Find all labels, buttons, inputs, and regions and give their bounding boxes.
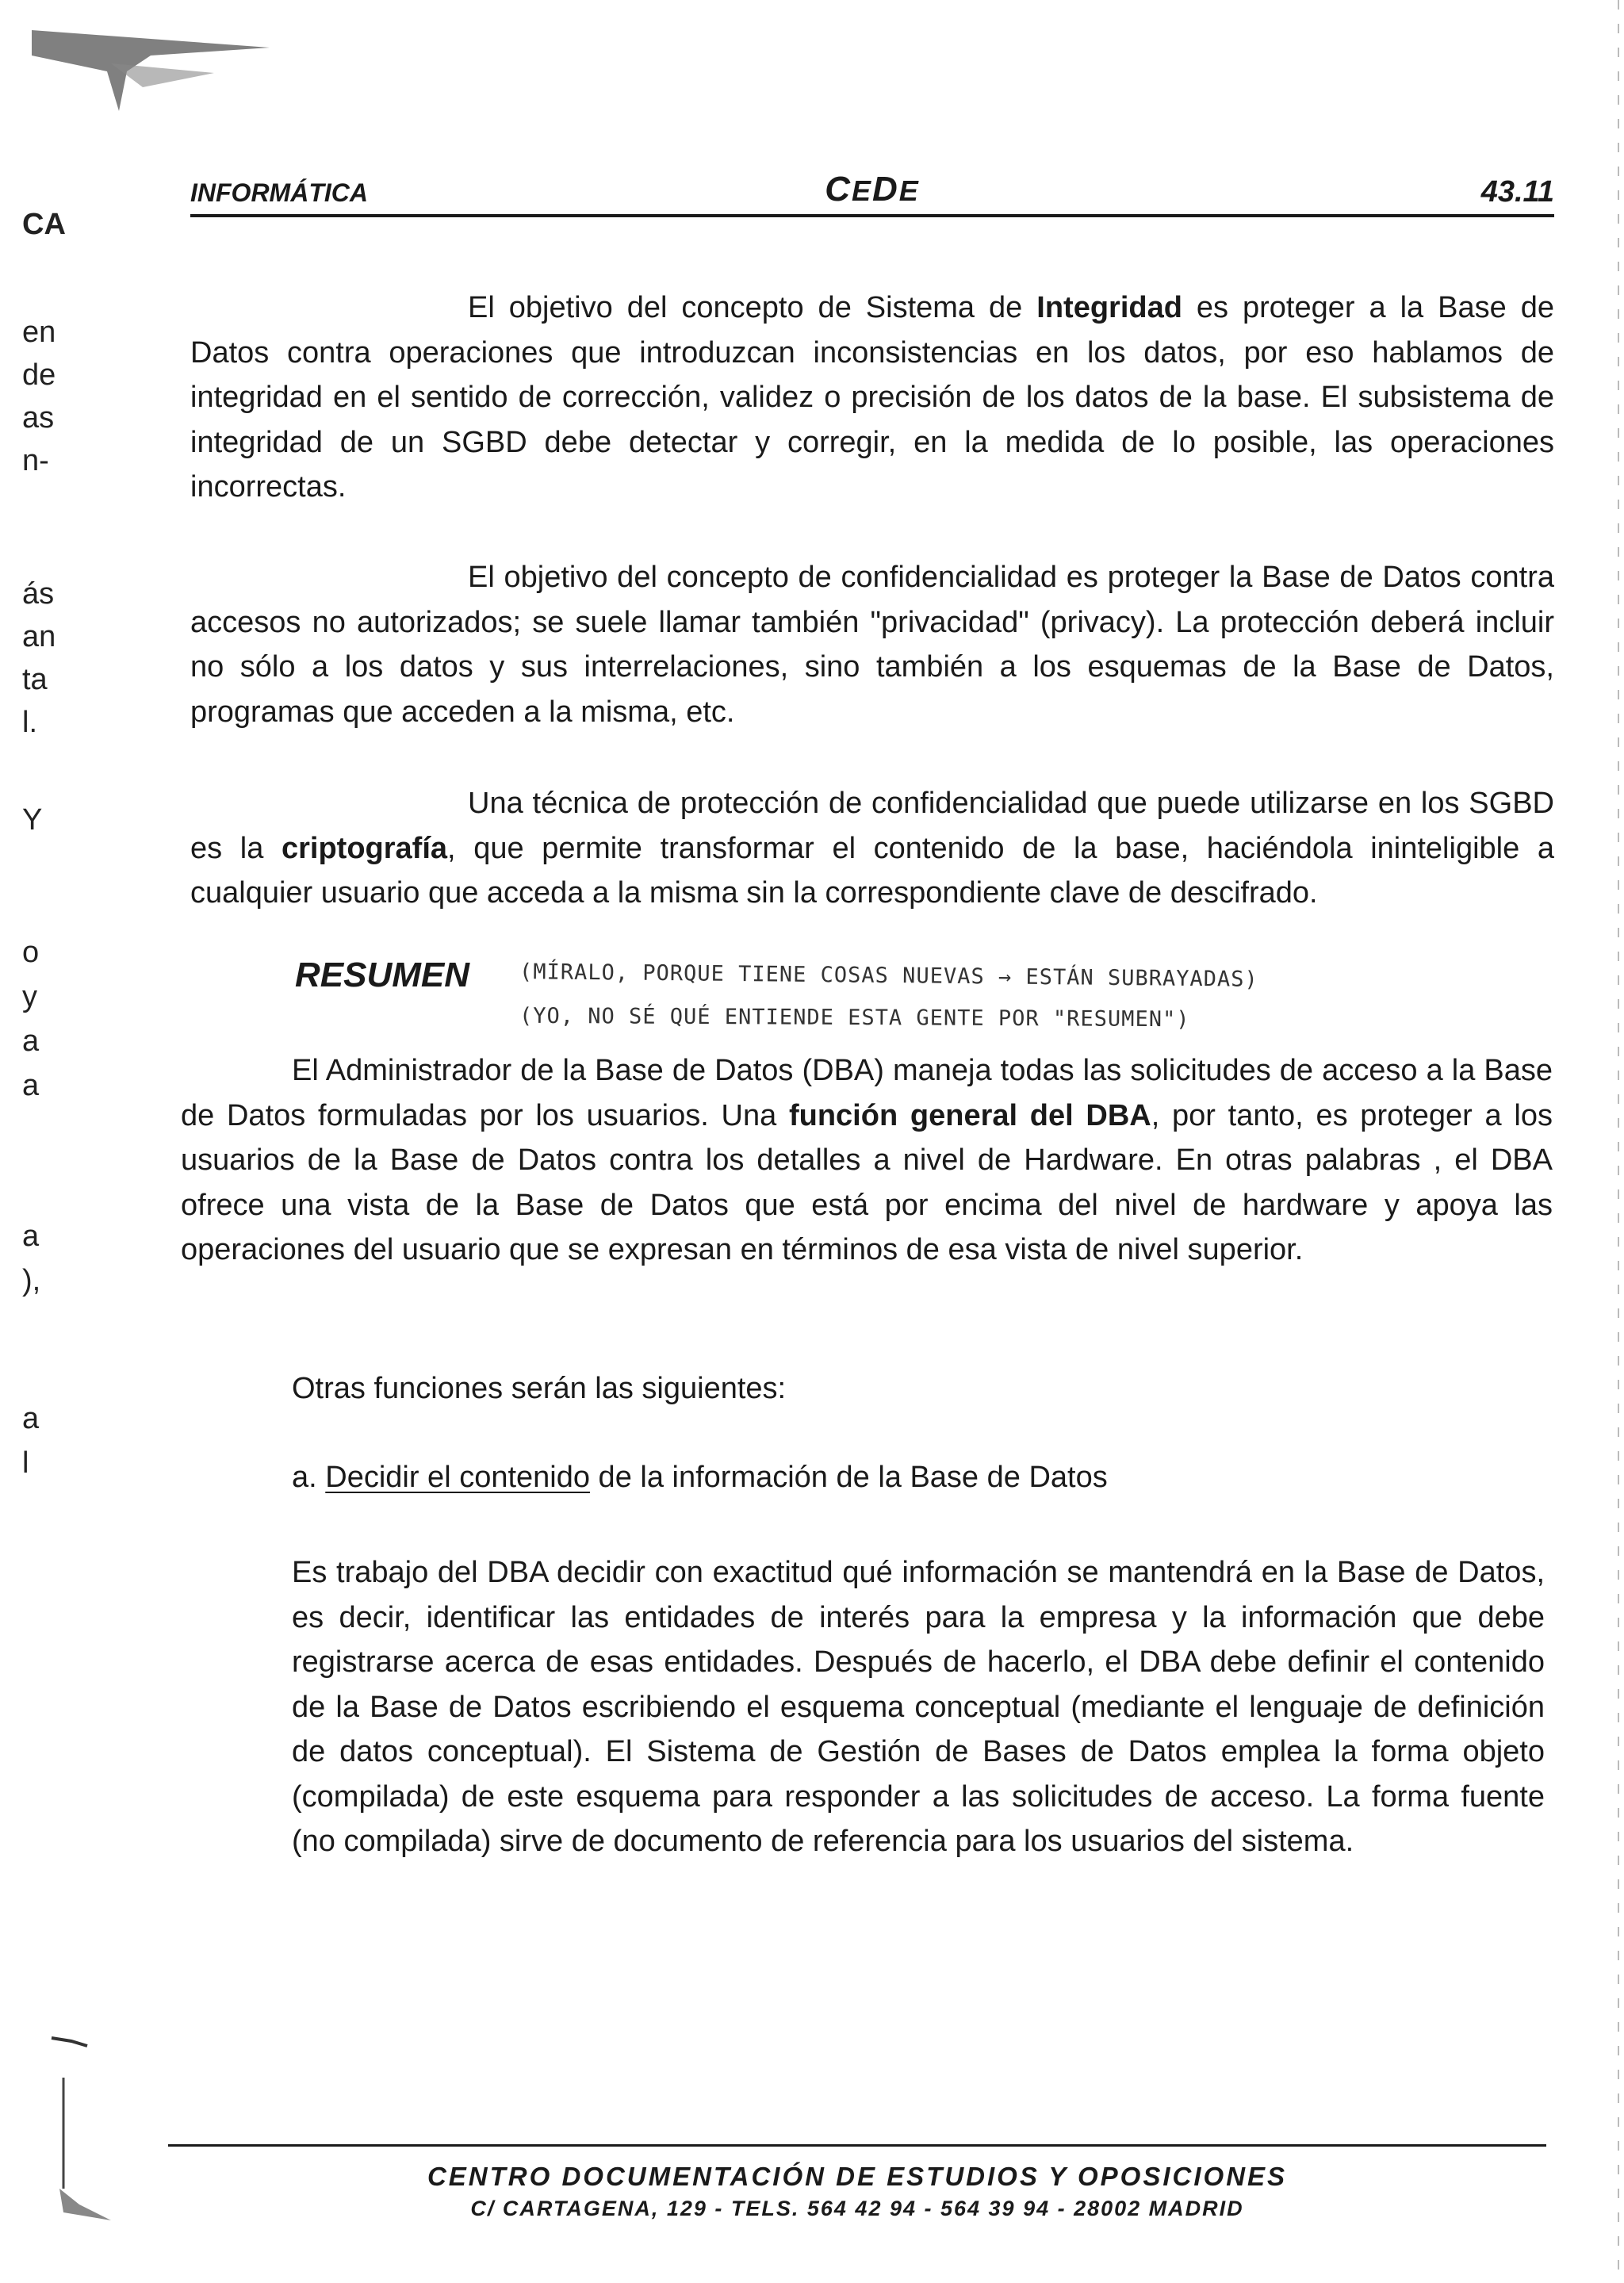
margin-fragment: y (22, 980, 37, 1013)
list-marker: a. (292, 1461, 326, 1494)
text-run: El objetivo del concepto de Sistema de (468, 291, 1037, 324)
margin-fragment: ás (22, 577, 55, 611)
logo-letter: D (872, 170, 899, 209)
footer-rule (168, 2144, 1546, 2147)
bold-term: criptografía (281, 831, 448, 865)
right-edge-artifact (1618, 0, 1619, 2283)
margin-fragment: ta (22, 663, 48, 696)
margin-fragment: ), (22, 1264, 41, 1297)
text-run: de la información de la Base de Datos (590, 1461, 1108, 1494)
binding-edge-artifact (48, 2030, 127, 2236)
paragraph-confidencialidad: El objetivo del concepto de confidencialidad es proteger la Base de Datos contra accesos no autorizados; se suele llamar también "privacidad" (privacy). La protección deberá incluir no sólo a los datos y sus interrelaciones, sino también a los esquemas de la Base de Datos, programas que acceden a la misma, etc. (190, 561, 1554, 729)
page-header (190, 165, 1554, 217)
logo-letter: E (898, 174, 920, 207)
paragraph-integridad (190, 285, 1554, 510)
margin-fragment: Y (22, 803, 43, 837)
footer-organization: CENTRO DOCUMENTACIÓN DE ESTUDIOS Y OPOSICIONES (427, 2162, 1288, 2191)
logo-letter: C (825, 170, 852, 209)
list-item-heading (292, 1455, 1545, 1500)
margin-fragment: an (22, 620, 56, 653)
paragraph-criptografia (190, 781, 1554, 916)
text-run: Una técnica de protección de confidencialidad que puede utilizarse en los SGBD es la (190, 787, 1554, 865)
scan-corner-artifact (32, 24, 285, 119)
margin-fragment: n- (22, 444, 49, 477)
margin-fragment: l (22, 1446, 29, 1480)
underlined-phrase: Decidir el contenido (325, 1461, 590, 1494)
paragraph-otras-funciones: Otras funciones serán las siguientes: (292, 1372, 787, 1405)
margin-fragment: a (22, 1220, 40, 1253)
header-section-title: INFORMÁTICA (190, 178, 368, 207)
margin-fragment: a (22, 1025, 40, 1058)
margin-fragment: as (22, 401, 55, 435)
margin-fragment: CA (22, 208, 66, 241)
margin-fragment: o (22, 936, 40, 969)
footer-address: C/ CARTAGENA, 129 - TELS. 564 42 94 - 564 39 94 - 28002 MADRID (470, 2197, 1244, 2220)
paragraph-decidir-contenido: Es trabajo del DBA decidir con exactitud qué información se mantendrá en la Base de Datos, es decir, identificar las entidades de interés para la empresa y la información que debe registrarse acerca de esas entidades. Después de hacerlo, el DBA debe definir el contenido de la Base de Datos escribiendo el esquema conceptual (mediante el lenguaje de definición de datos conceptual). El Sistema de Gestión de Bases de Datos emplea la forma objeto (compilada) de este esquema para responder a las solicitudes de acceso. La forma fuente (no compilada) sirve de documento de referencia para los usuarios del sistema. (292, 1556, 1545, 1858)
margin-fragment: l. (22, 706, 37, 739)
margin-fragment: a (22, 1069, 40, 1102)
margin-fragment: a (22, 1402, 40, 1435)
handwritten-note: (MÍRALO, PORQUE TIENE COSAS NUEVAS → ESTÁN SUBRAYADAS) (519, 960, 1258, 992)
margin-fragment: en (22, 316, 56, 349)
header-logo (190, 170, 1554, 209)
paragraph-dba (181, 1048, 1553, 1273)
page-number: 43.11 (1480, 175, 1554, 209)
text-run: es proteger a la Base de Datos contra operaciones que introduzcan inconsistencias en los datos, por eso hablamos de integridad en el sentido de corrección, validez o precisión de los datos de la base. El subsistema de integridad de un SGBD debe detectar y corregir, en la medida de lo posible, las operaciones incorrectas. (190, 291, 1554, 504)
resumen-heading: RESUMEN (295, 956, 470, 994)
bold-term: Integridad (1036, 291, 1182, 324)
text-run: , que permite transformar el contenido de la base, haciéndola ininteligible a cualquier usuario que acceda a la misma sin la correspondiente clave de descifrado. (190, 831, 1554, 910)
bold-term: función general del DBA (788, 1098, 1151, 1132)
text-run: El Administrador de la Base de Datos (DBA) maneja todas las solicitudes de acceso a la Base de Datos formuladas por los usuarios. Una (181, 1054, 1553, 1132)
handwritten-note: (YO, NO SÉ QUÉ ENTIENDE ESTA GENTE POR "RESUMEN") (519, 1003, 1190, 1032)
logo-letter: E (851, 174, 872, 207)
text-run: , por tanto, es proteger a los usuarios de la Base de Datos contra los detalles a nivel de Hardware. En otras palabras , el DBA ofrece una vista de la Base de Datos que está por encima del nivel de hardware y apoya las operaciones del usuario que se expresan en términos de esa vista de nivel superior. (181, 1098, 1553, 1266)
margin-fragment: de (22, 358, 56, 392)
